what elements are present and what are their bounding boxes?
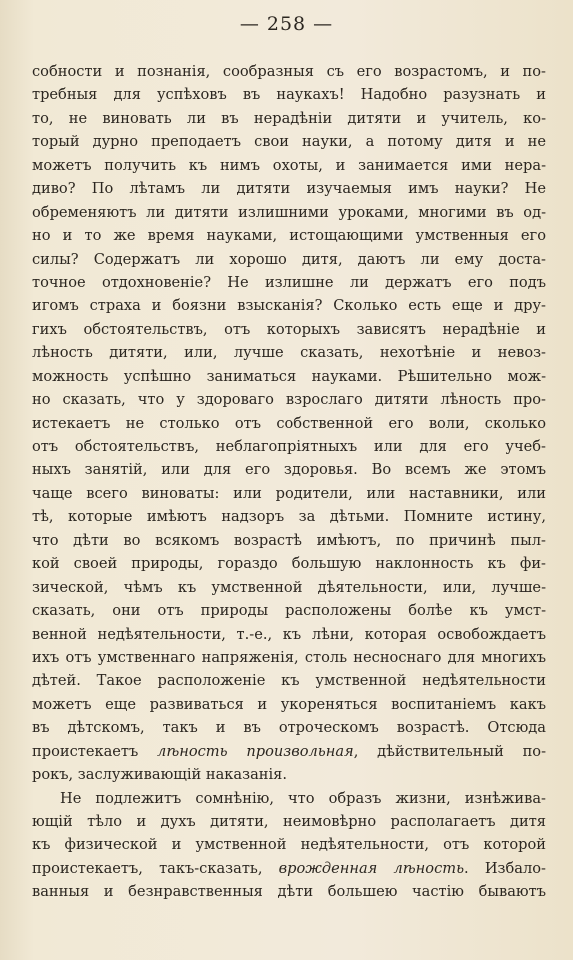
text-line: дѣтей. Такое расположеніе къ умственной недѣятельности bbox=[32, 672, 546, 690]
body-text bbox=[32, 60, 546, 904]
text-line: ныхъ занятій, или для его здоровья. Во всемъ же этомъ bbox=[32, 461, 546, 479]
text-line: ихъ отъ умственнаго напряженія, столь несноснаго для многихъ bbox=[32, 648, 546, 666]
text-line: торый дурно преподаетъ свои науки, а потому дитя и не bbox=[32, 133, 546, 151]
emphasized-term: лѣность произвольная bbox=[157, 742, 354, 760]
text-run: , дѣйствительный по- bbox=[353, 742, 547, 760]
text-run: проистекаетъ bbox=[32, 742, 158, 760]
text-line: игомъ страха и боязни взысканія? Сколько есть еще и дру- bbox=[32, 297, 546, 315]
text-run: проистекаетъ, такъ-сказать, bbox=[32, 859, 279, 877]
text-line: можность успѣшно заниматься науками. Рѣшительно мож- bbox=[32, 367, 546, 385]
paragraph-first-line: Не подлежитъ сомнѣнію, что образъ жизни, изнѣжива- bbox=[60, 789, 546, 807]
text-line: сказать, они отъ природы расположены болѣе къ умст- bbox=[32, 602, 546, 620]
text-line: что дѣти во всякомъ возрастѣ имѣютъ, по причинѣ пыл- bbox=[32, 531, 546, 549]
text-line: можетъ получить къ нимъ охоты, и занимается ими нера- bbox=[32, 156, 546, 174]
text-line: собности и познанія, сообразныя съ его возрастомъ, и по- bbox=[32, 63, 546, 80]
text-line: въ дѣтскомъ, такъ и въ отроческомъ возрастѣ. Отсюда bbox=[32, 719, 546, 737]
text-line: точное отдохновеніе? Не излишне ли держатъ его подъ bbox=[32, 273, 546, 291]
text-line: можетъ еще развиваться и укореняться воспитаніемъ какъ bbox=[32, 695, 546, 713]
text-line-with-emphasis bbox=[32, 857, 546, 880]
text-line: зической, чѣмъ къ умственной дѣятельности, или, лучше- bbox=[32, 578, 546, 596]
text-line: ющій тѣло и духъ дитяти, неимовѣрно располагаетъ дитя bbox=[32, 813, 546, 830]
text-line: тѣ, которые имѣютъ надзоръ за дѣтьми. Помните истину, bbox=[32, 508, 546, 526]
emphasized-term: врожденная лѣность bbox=[278, 859, 465, 877]
text-line: чаще всего виноваты: или родители, или наставники, или bbox=[32, 484, 546, 502]
text-line: истекаетъ не столько отъ собственной его воли, сколько bbox=[32, 414, 546, 432]
text-line: венной недѣятельности, т.-е., къ лѣни, которая освобождаетъ bbox=[32, 625, 546, 643]
text-run: . Избало- bbox=[464, 859, 546, 877]
text-line: отъ обстоятельствъ, неблагопріятныхъ или для его учеб- bbox=[32, 438, 546, 455]
text-line: силы? Содержатъ ли хорошо дитя, даютъ ли ему доста- bbox=[32, 250, 546, 268]
text-line: ванныя и безнравственныя дѣти большею частію бываютъ bbox=[32, 883, 546, 901]
text-line: диво? По лѣтамъ ли дитяти изучаемыя имъ науки? Не bbox=[32, 180, 546, 198]
text-line: требныя для успѣховъ въ наукахъ! Надобно разузнать и bbox=[32, 86, 546, 104]
text-line: но сказать, что у здороваго взрослаго дитяти лѣность про- bbox=[32, 391, 546, 409]
text-line: кой своей природы, гораздо большую наклонность къ фи- bbox=[32, 555, 546, 573]
text-line: лѣность дитяти, или, лучше сказать, нехотѣніе и невоз- bbox=[32, 344, 546, 362]
text-line: то, не виновать ли въ нерадѣніи дитяти и учитель, ко- bbox=[32, 109, 546, 127]
text-line: рокъ, заслуживающій наказанія. bbox=[32, 766, 288, 784]
text-line-with-emphasis bbox=[32, 740, 546, 763]
page-number: — 258 — bbox=[239, 13, 334, 35]
text-line: обременяютъ ли дитяти излишними уроками, многими въ од- bbox=[32, 203, 546, 221]
text-line: гихъ обстоятельствъ, отъ которыхъ зависятъ нерадѣніе и bbox=[32, 320, 546, 338]
text-line: къ физической и умственной недѣятельности, отъ которой bbox=[32, 836, 546, 854]
text-line: но и то же время науками, истощающими умственныя его bbox=[32, 227, 546, 245]
